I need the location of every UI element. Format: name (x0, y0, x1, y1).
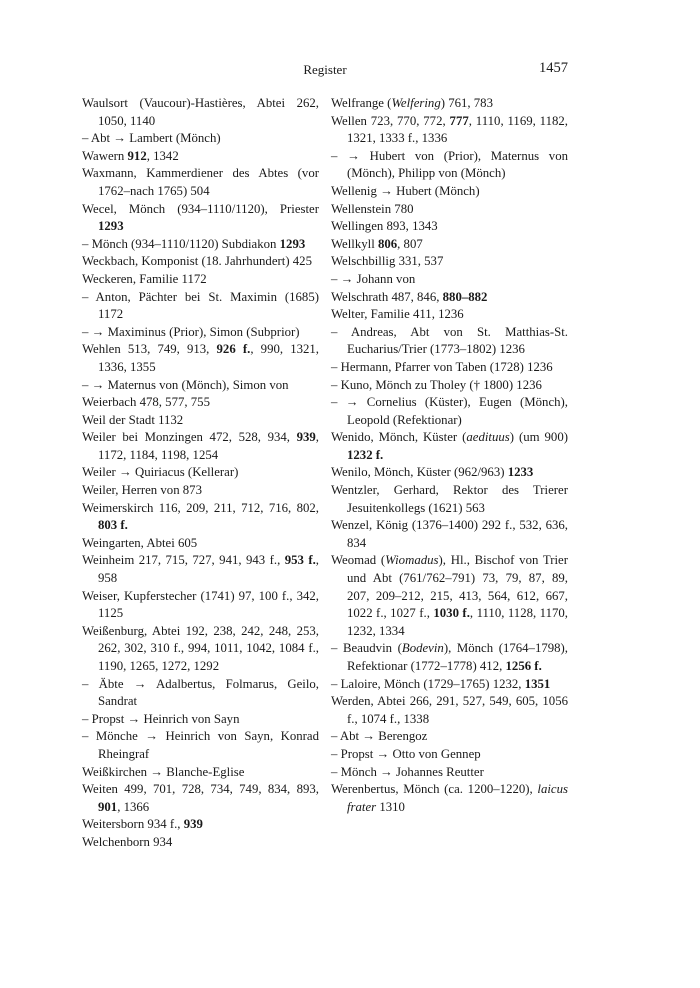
index-entry-text: – Kuno, Mönch zu Tholey († 1800) 1236 (331, 377, 542, 392)
index-entry-text: Weiten 499, 701, 728, 734, 749, 834, 893, (82, 782, 319, 797)
index-entry-text: Weil der Stadt 1132 (82, 412, 184, 427)
index-entry-text: Weißkirchen → Blanche-Eglise (82, 764, 245, 779)
page-number: 1457 (539, 60, 568, 76)
index-entry-text: Wecel, Mönch (934–1110/1120), Priester (82, 201, 319, 216)
index-entry-text: Weiler bei Monzingen 472, 528, 934, (82, 430, 297, 445)
index-entry-text: Wenzel, König (1376–1400) 292 f., 532, 636, 834 (331, 518, 568, 550)
index-entry-text: Weckeren, Familie 1172 (82, 271, 207, 286)
index-entry-text: Wellenig → Hubert (Mönch) (331, 183, 480, 198)
index-entry-text: 777 (449, 113, 469, 128)
index-entry-text: – Mönch (934–1110/1120) Subdiakon (82, 236, 280, 251)
index-entry-text: 926 f. (216, 342, 251, 357)
index-entry-text: 1293 (279, 236, 306, 251)
index-entry-text: – Andreas, Abt von St. Matthias-St. Eucharius/Trier (1773–1802) 1236 (331, 324, 568, 357)
index-entry-text: Welfrange ( (331, 96, 392, 110)
index-entry-text: Welter, Familie 411, 1236 (331, 307, 464, 322)
index-entry-text: 1293 (98, 219, 124, 234)
index-entry-text: , 1366 (117, 799, 150, 814)
index-entry-text: – Propst → Heinrich von Sayn (82, 711, 240, 726)
index-entry-text: 939 (183, 817, 203, 832)
index-entry-text: Welfering (391, 96, 441, 110)
index-entry (331, 676, 568, 694)
index-entry (331, 482, 568, 517)
index-entry-text: 806 (377, 236, 398, 251)
index-entry-text: – Abt → Berengoz (331, 729, 428, 744)
index-entry (82, 394, 319, 412)
index-entry-text: 1310 (376, 799, 405, 814)
index-entry-text: – → Johann von (331, 271, 416, 286)
index-entry-text: – Mönche → Heinrich von Sayn, Konrad Rheingraf (82, 729, 319, 761)
index-entry (331, 289, 568, 307)
index-entry-text: 1233 (507, 465, 534, 480)
index-entry-text: 939 (296, 430, 316, 445)
running-head-title: Register (303, 62, 347, 77)
index-entry (82, 165, 319, 200)
index-entry-text: 880–882 (442, 289, 488, 304)
index-entry-text: 953 f. (284, 553, 316, 568)
index-entry (82, 464, 319, 482)
index-entry (331, 236, 568, 254)
index-entry-text: Bodevin (401, 641, 444, 656)
index-entry-text: ) (um 900) (509, 430, 568, 445)
index-entry (331, 324, 568, 359)
index-entry-text: , 1342 (146, 148, 179, 163)
index-entry-text: laicus frater (347, 782, 568, 814)
index-entry (331, 218, 568, 236)
index-entry-text: Welschrath 487, 846, (331, 289, 443, 304)
index-entry-text: Wenido, Mönch, Küster ( (331, 430, 467, 445)
index-entry (331, 517, 568, 552)
index-entry (82, 834, 319, 852)
index-entry (82, 412, 319, 430)
index-entry-text: Weingarten, Abtei 605 (82, 535, 198, 550)
index-entry-text: 1232 f. (347, 447, 384, 462)
index-entry (82, 676, 319, 711)
index-entry-text: 901 (98, 799, 118, 814)
index-entry (331, 394, 568, 429)
index-column-left (82, 95, 319, 852)
index-entry-text: 803 f. (98, 518, 128, 533)
index-entry-text: – Propst → Otto von Gennep (331, 746, 481, 761)
index-entry-text: Wellenstein 780 (331, 201, 414, 216)
index-entry (331, 183, 568, 201)
index-entry-text: Welschbillig 331, 537 (331, 254, 444, 269)
index-entry-text: 1030 f. (433, 606, 470, 621)
index-entry-text: – Laloire, Mönch (1729–1765) 1232, (331, 676, 525, 691)
index-entry (331, 95, 568, 113)
index-entry-text: – Abt → Lambert (Mönch) (82, 131, 221, 146)
index-entry-text: Wellen 723, 770, 772, (331, 113, 450, 128)
index-entry (82, 535, 319, 553)
index-entry-text: – Mönch → Johannes Reutter (331, 764, 484, 779)
index-entry (82, 728, 319, 763)
running-head (82, 60, 568, 84)
index-entry (82, 95, 319, 130)
index-entry-text: , 990, 1321, 1336, 1355 (98, 342, 319, 374)
index-entry-text: , 1172, 1184, 1198, 1254 (98, 430, 319, 462)
index-entry (82, 130, 319, 148)
index-entry-text: Weißenburg, Abtei 192, 238, 242, 248, 253, 262, 302, 310 f., 994, 1011, 1042, 1084 f., 1190, 1265, 1272, 1292 (82, 623, 319, 673)
index-entry-text: 912 (127, 148, 147, 163)
index-entry-text: Wenilo, Mönch, Küster (962/963) (331, 465, 508, 480)
index-entry-text: Wellingen 893, 1343 (331, 219, 438, 234)
index-entry (82, 588, 319, 623)
index-entry (331, 201, 568, 219)
index-entry-text: Wellkyll (331, 236, 378, 251)
index-entry-text: – Äbte → Adalbertus, Folmarus, Geilo, Sandrat (82, 676, 319, 709)
index-entry (82, 429, 319, 464)
index-entry (82, 764, 319, 782)
index-column-right (331, 95, 568, 816)
index-entry (82, 816, 319, 834)
index-entry-text: Weitersborn 934 f., (82, 817, 184, 832)
index-entry (82, 552, 319, 587)
index-entry (82, 711, 319, 729)
index-entry-text: Weimerskirch 116, 209, 211, 712, 716, 802, (82, 500, 319, 515)
index-entry (82, 623, 319, 676)
index-entry-text: Werenbertus, Mönch (ca. 1200–1220), (331, 782, 538, 797)
index-entry (82, 253, 319, 271)
index-entry-text: – → Maternus von (Mönch), Simon von (82, 377, 289, 392)
index-entry-text: , 1110, 1128, 1170, 1232, 1334 (347, 606, 568, 638)
index-entry (82, 341, 319, 376)
index-entry-text: Weinheim 217, 715, 727, 941, 943 f., (82, 553, 285, 568)
index-entry-text: Weiler, Herren von 873 (82, 483, 202, 498)
index-entry-text: aedituus (466, 430, 510, 445)
index-entry-text: Waxmann, Kammerdiener des Abtes (vor 1762–nach 1765) 504 (82, 166, 319, 198)
index-entry (82, 201, 319, 236)
index-entry (331, 764, 568, 782)
index-entry (331, 359, 568, 377)
index-entry-text: Weomad ( (331, 553, 386, 568)
index-entry-text: Wiomadus (385, 553, 439, 568)
index-entry (82, 236, 319, 254)
index-entry-text: ) 761, 783 (440, 96, 493, 110)
index-entry (331, 429, 568, 464)
index-entry-text: Weiler → Quiriacus (Kellerar) (82, 465, 239, 480)
index-entry (331, 728, 568, 746)
index-entry (331, 640, 568, 675)
index-entry-text: – → Hubert von (Prior), Maternus von (Mönch), Philipp von (Mönch) (331, 148, 568, 181)
index-entry (331, 377, 568, 395)
index-entry-text: – Anton, Pächter bei St. Maximin (1685) 1172 (82, 289, 319, 322)
index-entry-text: Wawern (82, 148, 128, 163)
index-entry (82, 271, 319, 289)
index-entry (331, 253, 568, 271)
index-entry-text: Wehlen 513, 749, 913, (82, 342, 217, 357)
index-entry (331, 693, 568, 728)
index-entry-text: 1351 (524, 676, 551, 691)
index-entry (331, 306, 568, 324)
index-entry (331, 271, 568, 289)
index-entry-text: ), Mönch (1764–1798), Refektionar (1772–1778) 412, (347, 641, 568, 673)
index-entry-text: 1256 f. (505, 659, 542, 673)
index-entry (331, 746, 568, 764)
index-entry-text: , 1110, 1169, 1182, 1321, 1333 f., 1336 (347, 113, 569, 146)
index-entry (331, 464, 568, 482)
index-entry-text: – Hermann, Pfarrer von Taben (1728) 1236 (331, 359, 553, 374)
index-entry (82, 148, 319, 166)
index-entry-text: Welchenborn 934 (82, 834, 173, 849)
index-entry-text: Weckbach, Komponist (18. Jahrhundert) 425 (82, 254, 312, 269)
index-entry (82, 289, 319, 324)
index-entry (331, 781, 568, 816)
index-entry (82, 482, 319, 500)
index-entry (82, 324, 319, 342)
index-entry-text: , 958 (98, 553, 319, 586)
index-entry-text: Wentzler, Gerhard, Rektor des Trierer Jesuitenkollegs (1621) 563 (331, 483, 568, 515)
index-entry (331, 148, 568, 183)
index-entry-text: – → Cornelius (Küster), Eugen (Mönch), Leopold (Refektionar) (331, 395, 568, 427)
index-entry (82, 377, 319, 395)
index-entry-text: ), Hl., Bischof von Trier und Abt (761/762–791) 73, 79, 87, 89, 207, 209–212, 215, 413, 564, 612, 667, 1022 f., 1027 f., (347, 553, 569, 621)
index-entry (82, 781, 319, 816)
index-entry (82, 500, 319, 535)
index-entry-text: , 807 (397, 236, 423, 251)
index-entry-text: Weierbach 478, 577, 755 (82, 395, 210, 410)
index-entry (331, 113, 568, 148)
index-entry-text: Waulsort (Vaucour)-Hastières, Abtei 262, 1050, 1140 (82, 96, 319, 128)
index-entry-text: Werden, Abtei 266, 291, 527, 549, 605, 1056 f., 1074 f., 1338 (331, 694, 568, 726)
index-entry-text: – → Maximinus (Prior), Simon (Subprior) (82, 324, 300, 339)
index-entry-text: – Beaudvin ( (331, 641, 402, 656)
index-entry (331, 552, 568, 640)
index-entry-text: Weiser, Kupferstecher (1741) 97, 100 f., 342, 1125 (82, 588, 319, 621)
